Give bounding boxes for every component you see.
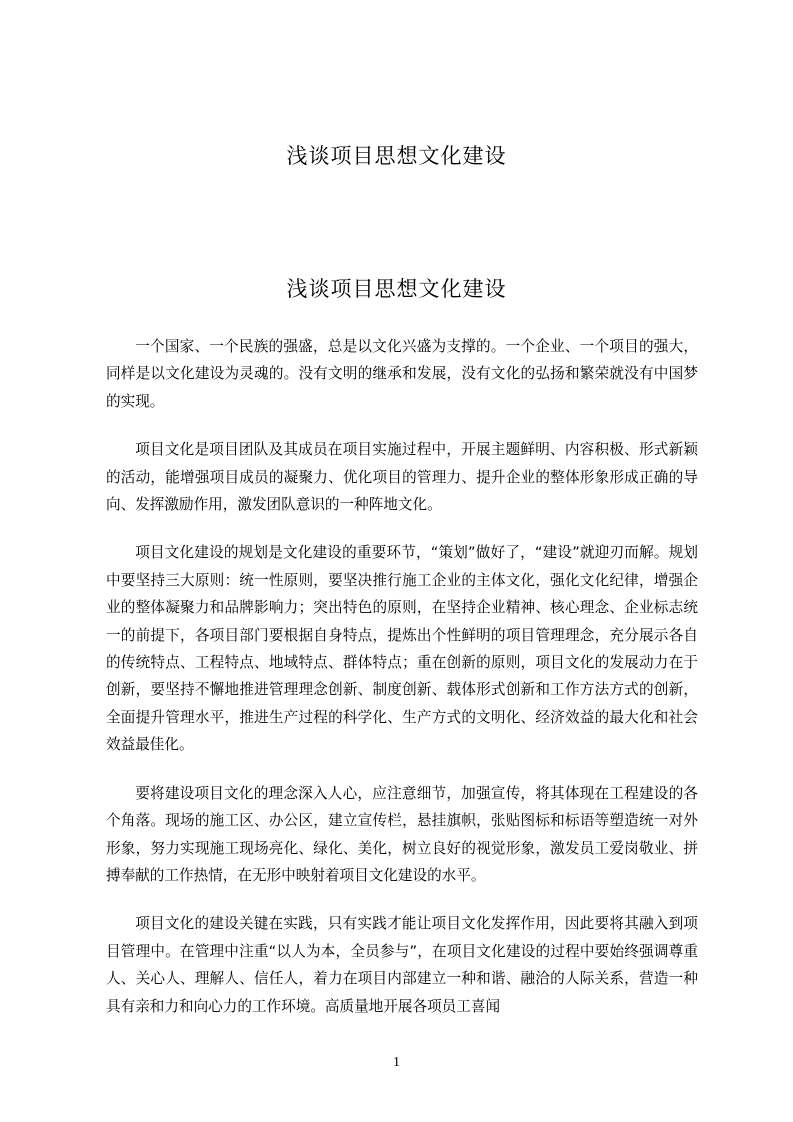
paragraph-1: 一个国家、一个民族的强盛，总是以文化兴盛为支撑的。一个企业、一个项目的强大，同样是以文化建设为灵魂的。没有文明的继承和发展，没有文化的弘扬和繁荣就没有中国梦的实现。 xyxy=(106,338,698,410)
article-body xyxy=(106,333,698,1041)
article-title: 浅谈项目思想文化建设 xyxy=(286,277,507,301)
paragraph-3: 项目文化建设的规划是文化建设的重要环节，“策划”做好了，“建设”就迎刃而解。规划中要坚持三大原则：统一性原则，要坚决推行施工企业的主体文化，强化文化纪律，增强企业的整体凝聚力和品牌影响力；突出特色的原则，在坚持企业精神、核心理念、企业标志统一的前提下，各项目部门要根据自身特点，提炼出个性鲜明的项目管理理念，充分展示各自的传统特点、工程特点、地域特点、群体特点；重在创新的原则，项目文化的发展动力在于创新，要坚持不懈地推进管理理念创新、制度创新、载体形式创新和工作方法方式的创新，全面提升管理水平，推进生产过程的科学化、生产方式的文明化、经济效益的最大化和社会效益最佳化。 xyxy=(106,544,698,754)
cover-title: 浅谈项目思想文化建设 xyxy=(286,144,507,168)
paragraph-2: 项目文化是项目团队及其成员在项目实施过程中，开展主题鲜明、内容积极、形式新颖的活动，能增强项目成员的凝聚力、优化项目的管理力、提升企业的整体形象形成正确的导向、发挥激励作用，激发团队意识的一种阵地文化。 xyxy=(106,441,698,514)
page-number: 1 xyxy=(393,1055,400,1070)
paragraph-4: 要将建设项目文化的理念深入人心，应注意细节，加强宣传，将其体现在工程建设的各个角落。现场的施工区、办公区，建立宣传栏，悬挂旗帜，张贴图标和标语等塑造统一对外形象，努力实现施工现场亮化、绿化、美化，树立良好的视觉形象，激发员工爱岗敬业、拼搏奉献的工作热情，在无形中映射着项目文化建设的水平。 xyxy=(106,784,698,884)
paragraph-5: 项目文化的建设关键在实践，只有实践才能让项目文化发挥作用，因此要将其融入到项目管理中。在管理中注重“以人为本，全员参与”，在项目文化建设的过程中要始终强调尊重人、关心人、理解人、信任人，着力在项目内部建立一种和谐、融洽的人际关系，营造一种具有亲和力和向心力的工作环境。高质量地开展各项员工喜闻 xyxy=(106,915,698,1015)
